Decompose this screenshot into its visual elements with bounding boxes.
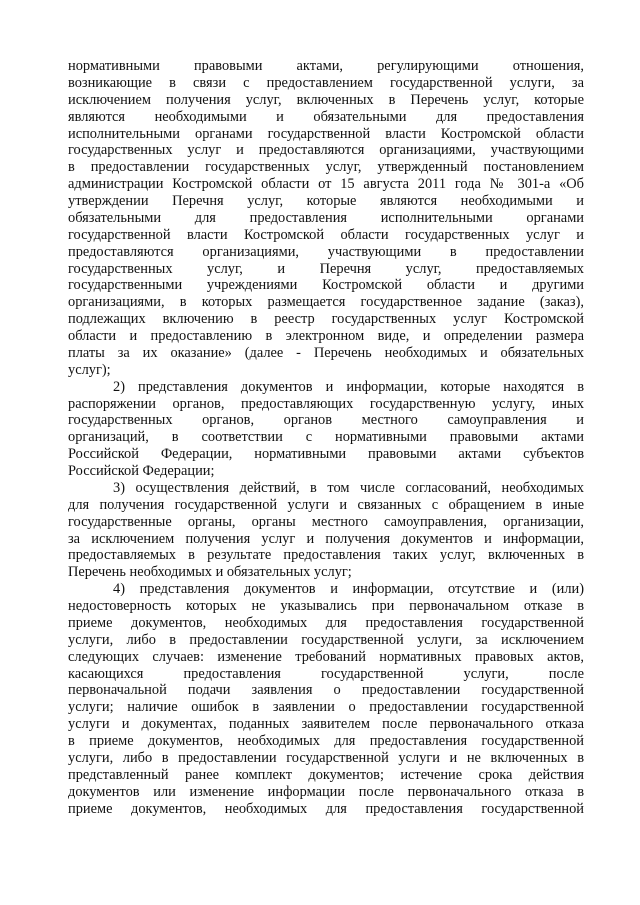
text-line: за исключением получения услуг и получения документов и информации, — [68, 530, 584, 547]
text-line: Российской Федерации, нормативными правовыми актами субъектов — [68, 446, 584, 463]
text-line: государственные органы, органы местного самоуправления, организации, — [68, 513, 584, 530]
text-line: следующих случаев: изменение требований нормативных правовых актов, — [68, 648, 584, 665]
text-line: утверждении Перечня услуг, которые являются необходимыми и — [68, 193, 584, 209]
text-line: организациями, в которых размещается государственное задание (заказ), — [68, 294, 584, 311]
text-line: платы за их оказание» (далее - Перечень необходимых и обязательных — [68, 344, 584, 361]
text-line: обязательными для предоставления исполнительными органами — [68, 209, 584, 226]
text-line: в предоставлении государственных услуг, утвержденный постановлением — [68, 159, 584, 176]
text-line: предоставляются организациями, участвующими в предоставлении — [68, 243, 584, 260]
text-line: услуг); — [68, 361, 111, 378]
text-line: первоначальной подачи заявления о предоставлении государственной — [68, 682, 584, 699]
text-line: Российской Федерации; — [68, 463, 215, 479]
text-line: услуги; наличие ошибок в заявлении о предоставлении государственной — [68, 699, 584, 716]
text-line: государственных услуг, и Перечня услуг, предоставляемых — [68, 260, 584, 277]
text-line: 2) представления документов и информации, которые находятся в — [113, 378, 584, 395]
text-line: государственных органов, органов местного самоуправления и — [68, 412, 584, 429]
text-line: приеме документов, необходимых для предоставления государственной — [68, 800, 584, 817]
text-line: организаций, в соответствии с нормативными правовыми актами — [68, 429, 584, 446]
text-line: приеме документов, необходимых для предоставления государственной — [68, 614, 584, 631]
text-line: нормативными правовыми актами, регулирующими отношения, — [68, 58, 584, 74]
paragraph-item-4 — [68, 581, 584, 817]
text-line: в приеме документов, необходимых для предоставления государственной — [68, 733, 584, 749]
text-line: области и предоставлению в электронном виде, и определении размера — [68, 328, 584, 344]
paragraph-continuation — [68, 58, 584, 379]
text-line: услуги, либо в предоставлении государственной услуги, за исключением — [68, 631, 584, 648]
text-line: государственными учреждениями Костромской области и другими — [68, 277, 584, 294]
text-line: государственных услуг и предоставляются организациями, участвующими — [68, 142, 584, 159]
text-line: услуги, либо в предоставлении государственной услуги и не включенных в — [68, 749, 584, 766]
text-line: предоставляемых в результате предоставления таких услуг, включенных в — [68, 547, 584, 564]
paragraph-item-3 — [68, 480, 584, 581]
text-line: исполнительными органами государственной власти Костромской области — [68, 125, 584, 142]
text-line: 3) осуществления действий, в том числе согласований, необходимых — [113, 479, 584, 496]
text-line: государственной власти Костромской области государственных услуг и — [68, 226, 584, 243]
text-line: распоряжении органов, предоставляющих государственную услугу, иных — [68, 395, 584, 412]
text-line: администрации Костромской области от 15 августа 2011 года № 301-а «Об — [68, 176, 584, 193]
text-line: 4) представления документов и информации, отсутствие и (или) — [113, 581, 584, 598]
text-line: исключением получения услуг, включенных в Перечень услуг, которые — [68, 91, 584, 108]
paragraph-item-2 — [68, 379, 584, 480]
text-line: для получения государственной услуги и связанных с обращением в иные — [68, 496, 584, 513]
text-line: Перечень необходимых и обязательных услуг; — [68, 564, 352, 581]
text-line: являются необходимыми и обязательными для предоставления — [68, 108, 584, 125]
text-line: услуги и документах, поданных заявителем после первоначального отказа — [68, 716, 584, 733]
text-line: касающихся предоставления государственной услуги, после — [68, 665, 584, 682]
document-body — [68, 58, 584, 817]
text-line: представленный ранее комплект документов; истечение срока действия — [68, 766, 584, 783]
text-line: подлежащих включению в реестр государственных услуг Костромской — [68, 311, 584, 328]
text-line: возникающие в связи с предоставлением государственной услуги, за — [68, 74, 584, 91]
text-line: недостоверность которых не указывались при первоначальном отказе в — [68, 598, 584, 614]
text-line: документов или изменение информации после первоначального отказа в — [68, 783, 584, 800]
